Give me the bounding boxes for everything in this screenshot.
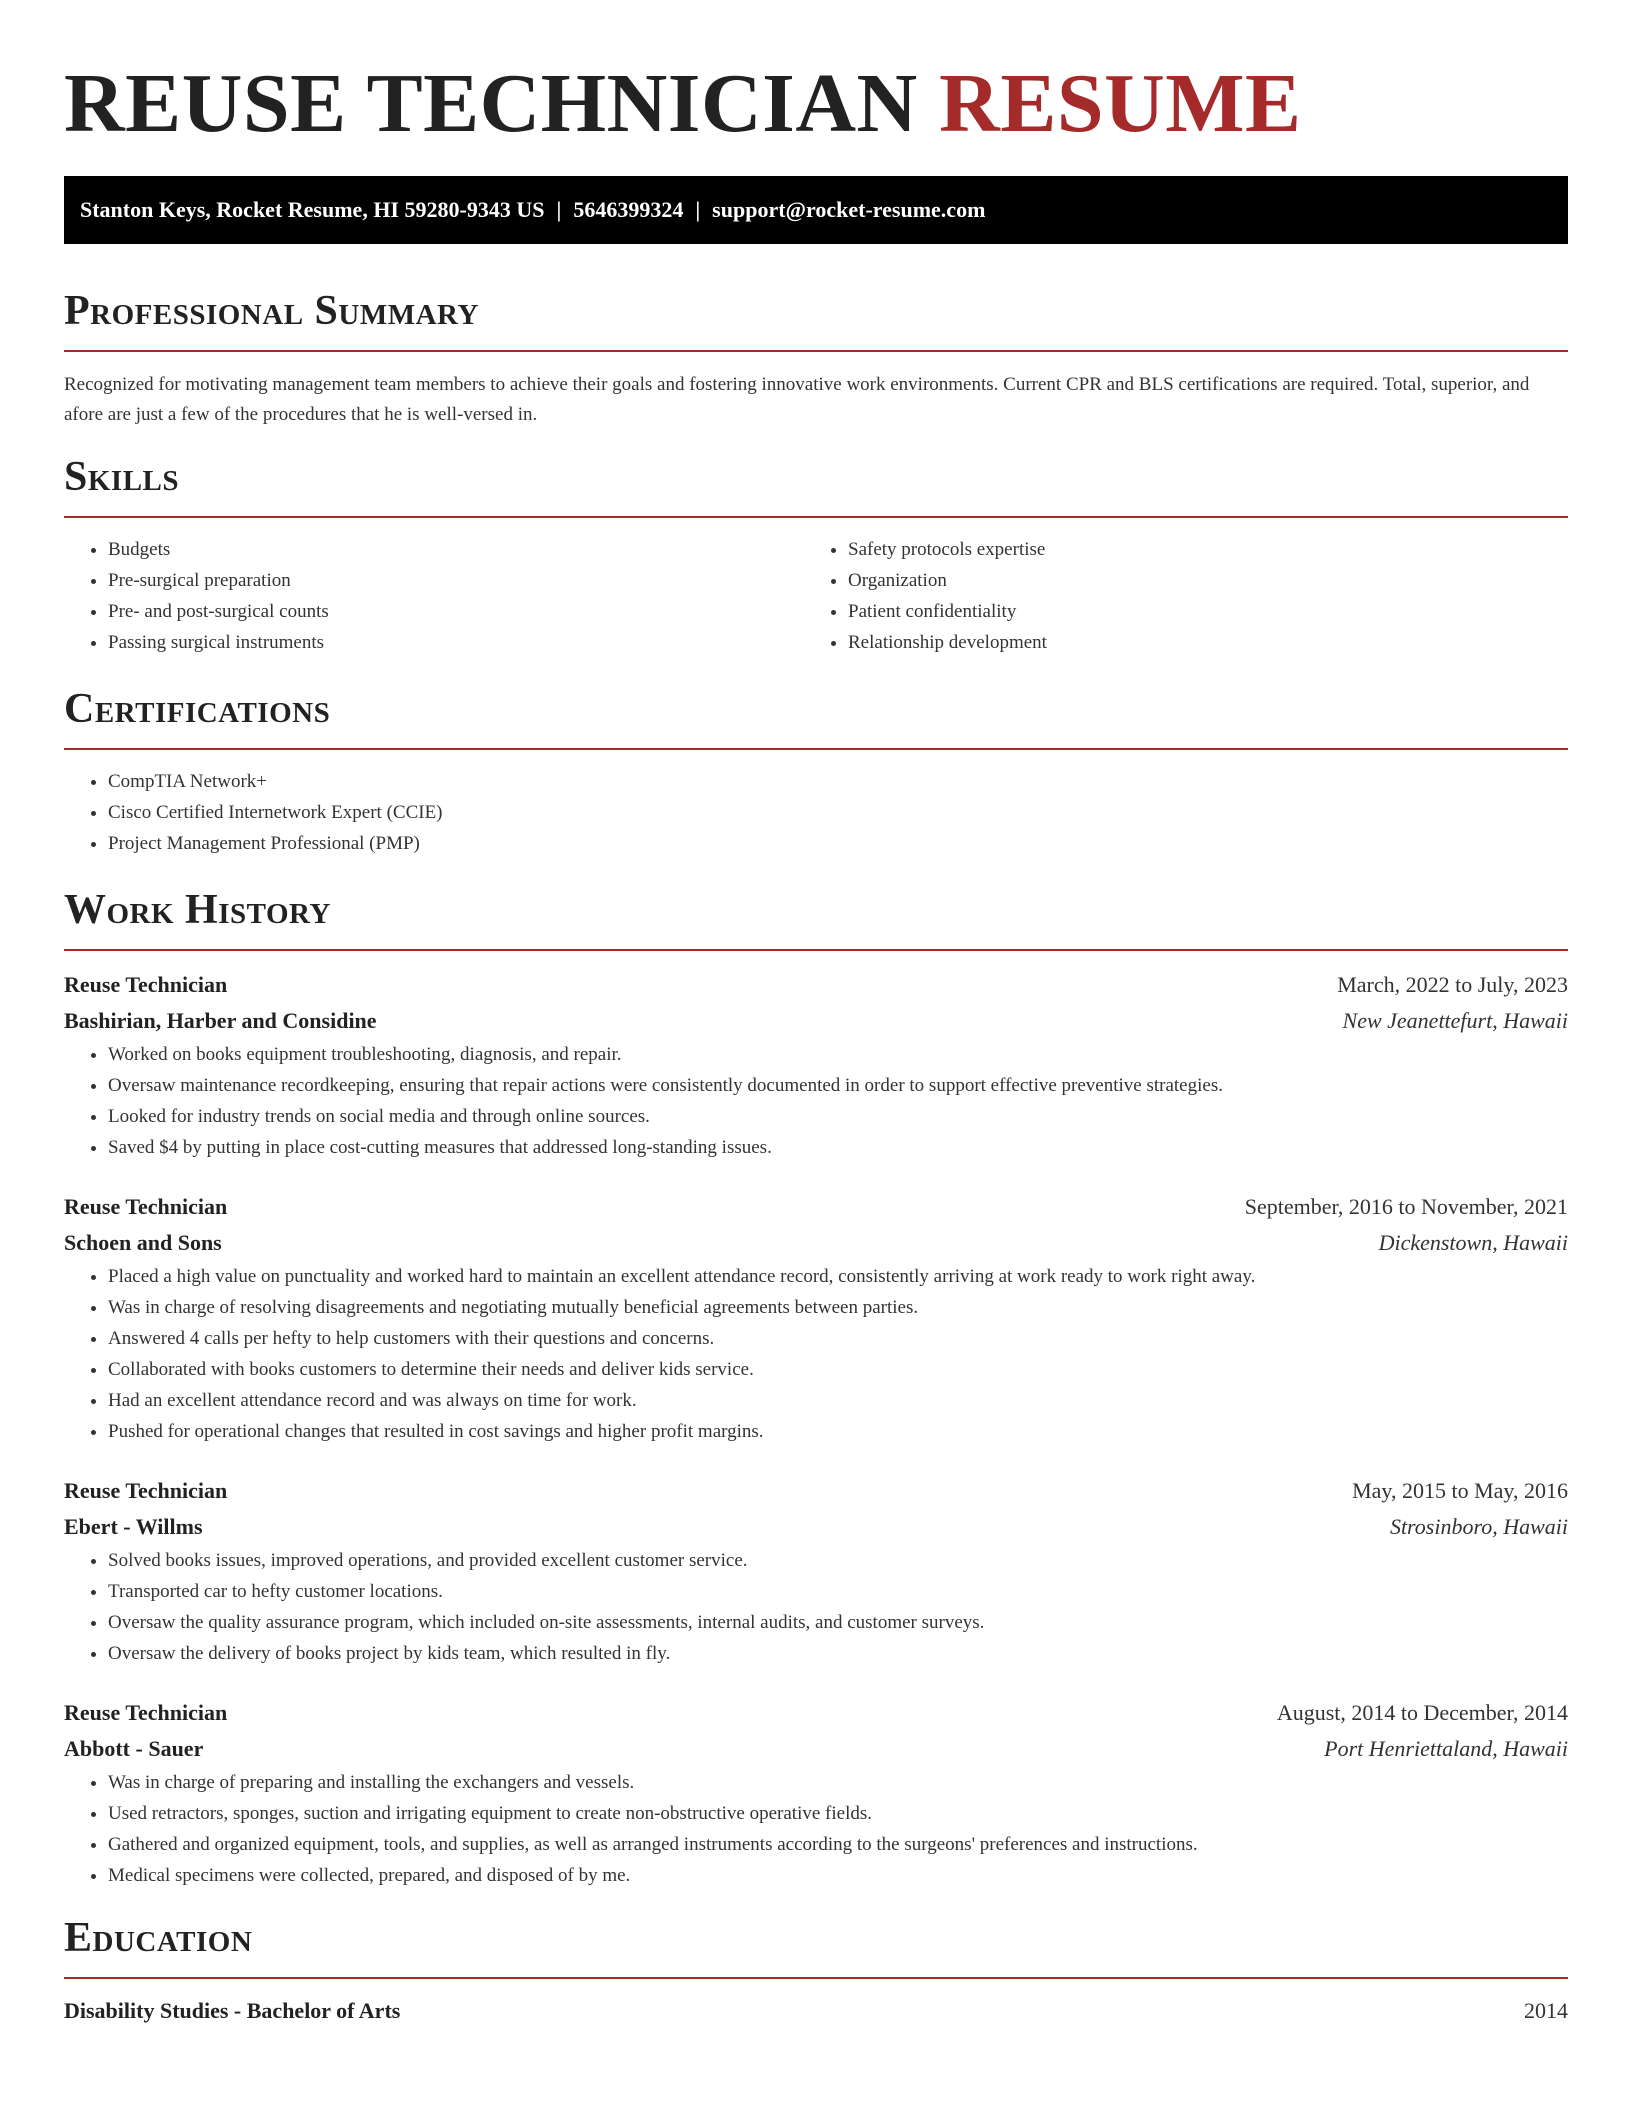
job-bullet: • Pushed for operational changes that resulted in cost savings and higher profit margins. (108, 1416, 1568, 1447)
education-heading: Education (64, 1915, 253, 1961)
certifications-section (64, 684, 1568, 859)
job-title-row (64, 1695, 1568, 1731)
skills-list-right (804, 534, 1544, 658)
job-title-row (64, 1189, 1568, 1225)
job-location: Port Henriettaland, Hawaii (1324, 1736, 1568, 1761)
work-history-heading: Work History (64, 887, 331, 933)
skills-section (64, 452, 1568, 658)
job-location: Strosinboro, Hawaii (1389, 1514, 1568, 1539)
contact-bar (64, 176, 1568, 244)
skills-column-right (804, 534, 1544, 658)
title-accent: RESUME (939, 57, 1302, 150)
job-bullets (64, 1039, 1568, 1163)
certifications-heading: Certifications (64, 686, 331, 732)
job-dates: September, 2016 to November, 2021 (1244, 1194, 1568, 1219)
job-bullet: • Was in charge of resolving disagreements and negotiating mutually beneficial agreements between parties. (108, 1292, 1568, 1323)
skill-item: • Pre- and post-surgical counts (108, 596, 804, 627)
resume-title (64, 0, 1568, 152)
job-bullet: • Oversaw the quality assurance program, which included on-site assessments, internal audits, and customer surveys. (108, 1607, 1568, 1638)
job-bullet: • Placed a high value on punctuality and worked hard to maintain an excellent attendance record, consistently arriving at work ready to work right away. (108, 1261, 1568, 1292)
certification-item: • Cisco Certified Internetwork Expert (CCIE) (108, 797, 1568, 828)
resume-page (64, 0, 1568, 2029)
summary-text: Recognized for motivating management team members to achieve their goals and fostering innovative work environments. Current CPR and BLS certifications are required. Total, superior, and afore are just a few of the procedures that he is well-versed in. (64, 374, 1530, 425)
job-company: Abbott - Sauer (64, 1736, 204, 1761)
skills-grid (64, 534, 1568, 658)
job-bullet: • Was in charge of preparing and installing the exchangers and vessels. (108, 1767, 1568, 1798)
skill-item: • Organization (848, 565, 1544, 596)
job-bullet: • Had an excellent attendance record and was always on time for work. (108, 1385, 1568, 1416)
job-bullet: • Answered 4 calls per hefty to help customers with their questions and concerns. (108, 1323, 1568, 1354)
contact-phone[interactable]: 5646399324 (573, 197, 684, 222)
job-bullet: • Solved books issues, improved operations, and provided excellent customer service. (108, 1545, 1568, 1576)
skill-item: • Patient confidentiality (848, 596, 1544, 627)
job-bullet: • Used retractors, sponges, suction and irrigating equipment to create non-obstructive operative fields. (108, 1798, 1568, 1829)
job-dates: March, 2022 to July, 2023 (1337, 972, 1568, 997)
job-title-row (64, 1473, 1568, 1509)
job-bullet: • Medical specimens were collected, prepared, and disposed of by me. (108, 1860, 1568, 1891)
education-section (64, 1913, 1568, 2029)
job-entry (64, 1695, 1568, 1891)
job-company: Bashirian, Harber and Considine (64, 1008, 377, 1033)
skill-item: • Passing surgical instruments (108, 627, 804, 658)
skill-item: • Pre-surgical preparation (108, 565, 804, 596)
section-divider (64, 949, 1568, 951)
skills-list-left (64, 534, 804, 658)
section-divider (64, 748, 1568, 750)
job-company-row (64, 1225, 1568, 1261)
skill-item: • Safety protocols expertise (848, 534, 1544, 565)
job-entry (64, 1473, 1568, 1669)
certifications-list (64, 766, 1568, 859)
education-degree: Disability Studies - Bachelor of Arts (64, 1998, 401, 2023)
contact-separator: | (556, 197, 562, 222)
section-divider (64, 350, 1568, 352)
job-location: Dickenstown, Hawaii (1378, 1230, 1568, 1255)
skill-item: • Relationship development (848, 627, 1544, 658)
job-entry (64, 1189, 1568, 1447)
job-bullet: • Looked for industry trends on social media and through online sources. (108, 1101, 1568, 1132)
summary-section (64, 286, 1568, 430)
job-title: Reuse Technician (64, 1700, 228, 1725)
skills-column-left (64, 534, 804, 658)
education-row (64, 1993, 1568, 2029)
contact-email[interactable]: support@rocket-resume.com (712, 197, 986, 222)
job-bullets (64, 1545, 1568, 1669)
contact-address: Stanton Keys, Rocket Resume, HI 59280-9343 US (80, 197, 545, 222)
job-bullet: • Saved $4 by putting in place cost-cutting measures that addressed long-standing issues. (108, 1132, 1568, 1163)
contact-separator: | (695, 197, 701, 222)
title-main: REUSE TECHNICIAN (64, 57, 918, 150)
job-company: Ebert - Willms (64, 1514, 203, 1539)
job-title: Reuse Technician (64, 1194, 228, 1219)
job-company-row (64, 1509, 1568, 1545)
certification-item: • Project Management Professional (PMP) (108, 828, 1568, 859)
job-bullet: • Collaborated with books customers to determine their needs and deliver kids service. (108, 1354, 1568, 1385)
job-title-row (64, 967, 1568, 1003)
job-bullets (64, 1261, 1568, 1447)
section-divider (64, 516, 1568, 518)
education-year: 2014 (1524, 1998, 1568, 2023)
section-divider (64, 1977, 1568, 1979)
job-title: Reuse Technician (64, 1478, 228, 1503)
skills-heading: Skills (64, 454, 180, 500)
job-bullets (64, 1767, 1568, 1891)
job-dates: August, 2014 to December, 2014 (1276, 1700, 1568, 1725)
job-title: Reuse Technician (64, 972, 228, 997)
job-dates: May, 2015 to May, 2016 (1352, 1478, 1568, 1503)
job-bullet: • Oversaw maintenance recordkeeping, ensuring that repair actions were consistently documented in order to support effective preventive strategies. (108, 1070, 1568, 1101)
job-company-row (64, 1003, 1568, 1039)
job-bullet: • Gathered and organized equipment, tools, and supplies, as well as arranged instruments according to the surgeons' preferences and instructions. (108, 1829, 1568, 1860)
job-company-row (64, 1731, 1568, 1767)
job-company: Schoen and Sons (64, 1230, 222, 1255)
summary-heading: Professional Summary (64, 288, 479, 334)
skill-item: • Budgets (108, 534, 804, 565)
job-bullet: • Oversaw the delivery of books project by kids team, which resulted in fly. (108, 1638, 1568, 1669)
job-bullet: • Worked on books equipment troubleshooting, diagnosis, and repair. (108, 1039, 1568, 1070)
certification-item: • CompTIA Network+ (108, 766, 1568, 797)
job-entry (64, 967, 1568, 1163)
job-location: New Jeanettefurt, Hawaii (1342, 1008, 1568, 1033)
work-history-section (64, 885, 1568, 1891)
job-bullet: • Transported car to hefty customer locations. (108, 1576, 1568, 1607)
